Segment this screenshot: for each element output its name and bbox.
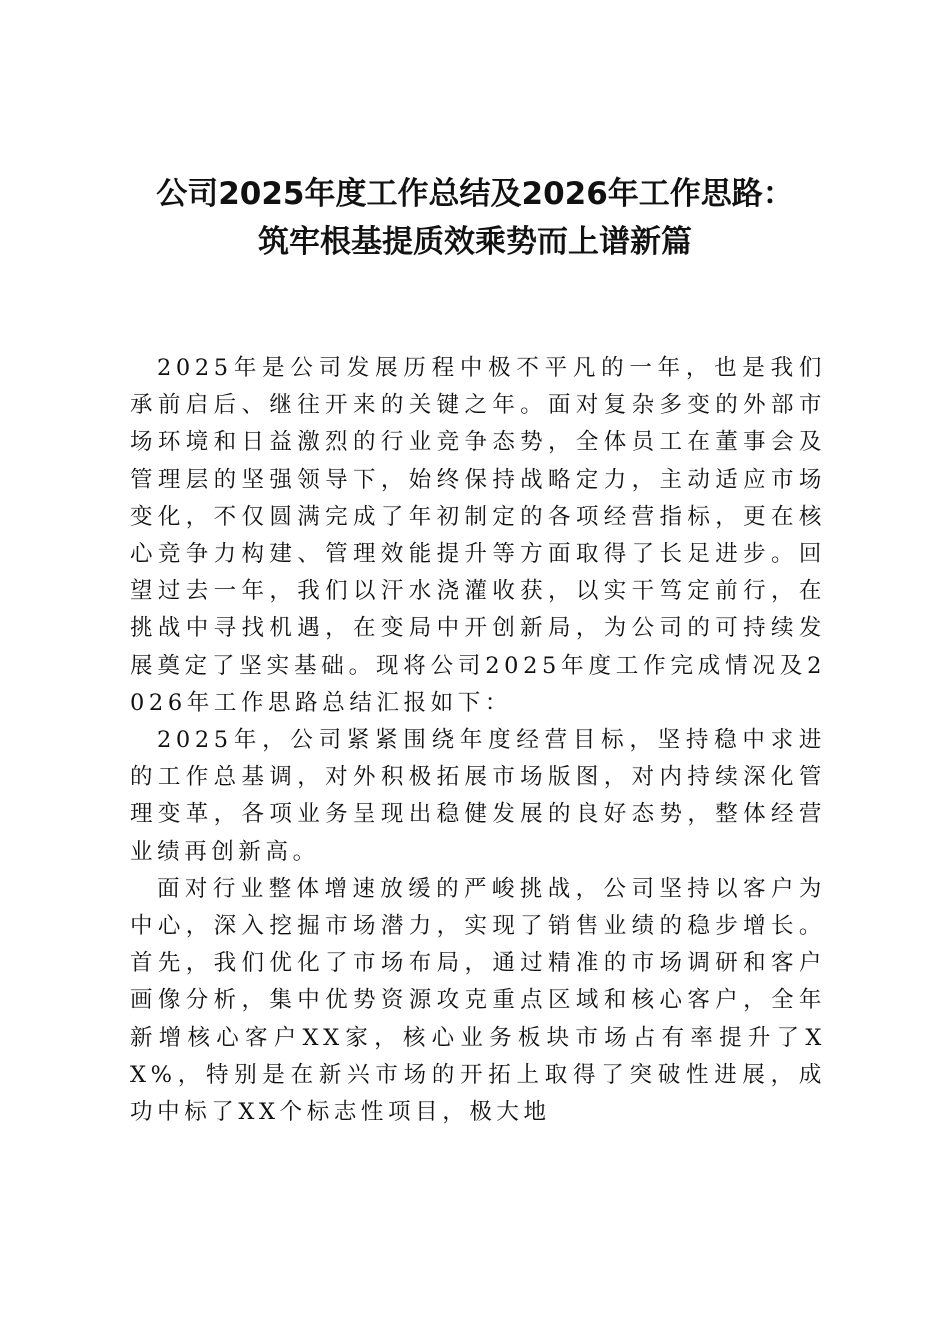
paragraph-intro: 2025年是公司发展历程中极不平凡的一年，也是我们承前启后、继往开来的关键之年。面对复杂多变的外部市场环境和日益激烈的行业竞争态势，全体员工在董事会及管理层的坚强领导下，始终保持战略定力，主动适应市场变化，不仅圆满完成了年初制定的各项经营指标，更在核心竞争力构建、管理效能提升等方面取得了长足进步。回望过去一年，我们以汗水浇灌收获，以实干笃定前行，在挑战中寻找机遇，在变局中开创新局，为公司的可持续发展奠定了坚实基础。现将公司2025年度工作完成情况及2026年工作思路总结汇报如下： [130, 355, 826, 716]
title-line-2: 筑牢根基提质效乘势而上谱新篇 [258, 224, 692, 260]
document-title [100, 170, 850, 266]
paragraph-market: 面对行业整体增速放缓的严峻挑战，公司坚持以客户为中心，深入挖掘市场潜力，实现了销售业绩的稳步增长。首先，我们优化了市场布局，通过精准的市场调研和客户画像分析，集中优势资源攻克重点区域和核心客户，全年新增核心客户XX家，核心业务板块市场占有率提升了XX%，特别是在新兴市场的开拓上取得了突破性进展，成功中标了XX个标志性项目，极大地 [130, 875, 826, 1126]
title-line-1: 公司2025年度工作总结及2026年工作思路： [156, 176, 794, 212]
document-body [130, 350, 826, 1131]
paragraph-overview: 2025年，公司紧紧围绕年度经营目标，坚持稳中求进的工作总基调，对外积极拓展市场版图，对内持续深化管理变革，各项业务呈现出稳健发展的良好态势，整体经营业绩再创新高。 [130, 727, 826, 865]
